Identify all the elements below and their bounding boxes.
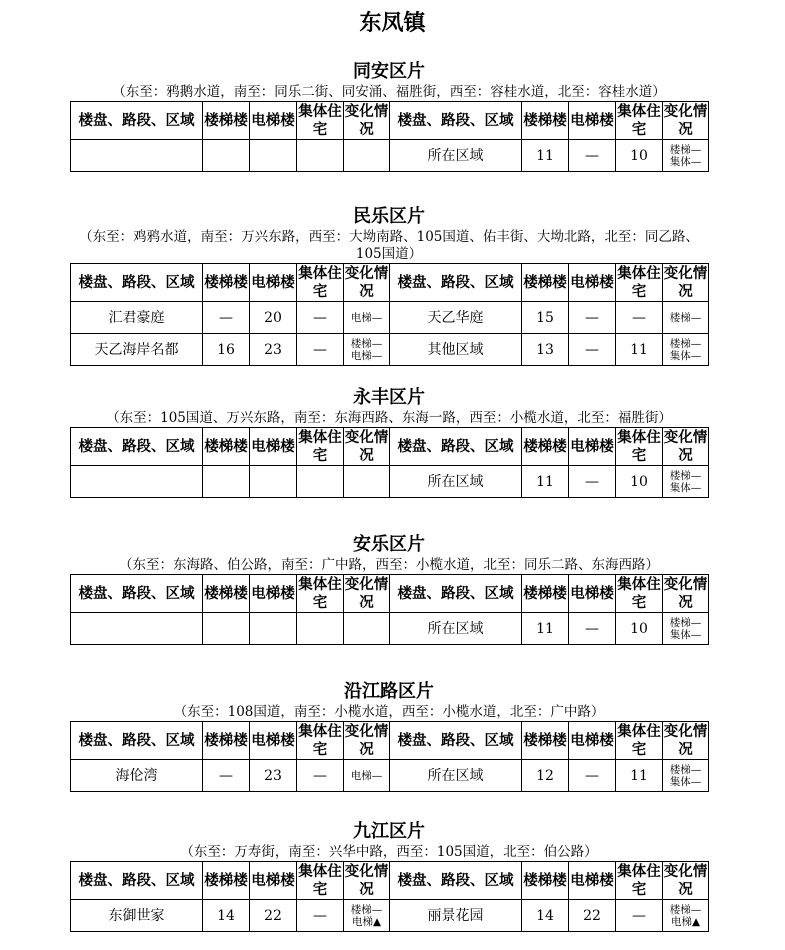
table-row bbox=[71, 900, 709, 932]
table-header-row bbox=[71, 575, 709, 613]
cell-collective-count: 10 bbox=[616, 140, 663, 172]
column-header-stair-count: 楼梯楼 bbox=[203, 722, 250, 760]
table-header-row bbox=[71, 264, 709, 302]
cell-elevator-count: 22 bbox=[250, 900, 297, 932]
column-header-elevator-count: 电梯楼 bbox=[569, 428, 616, 466]
table-row bbox=[71, 760, 709, 792]
column-header-collective-count: 集体住宅 bbox=[617, 103, 661, 138]
cell-stair-count bbox=[203, 466, 250, 498]
district-title: 沿江路区片 bbox=[344, 681, 434, 702]
cell-estate-name: 天乙海岸名都 bbox=[71, 334, 203, 366]
cell-estate-name: 海伦湾 bbox=[71, 760, 203, 792]
column-header-elevator-count: 电梯楼 bbox=[250, 428, 297, 466]
column-header-estate-name: 楼盘、路段、区域 bbox=[390, 264, 522, 302]
cell-collective-count: — bbox=[297, 302, 344, 334]
price-table bbox=[70, 574, 709, 645]
column-header-elevator-count: 电梯楼 bbox=[569, 862, 616, 900]
cell-elevator-count: 23 bbox=[250, 334, 297, 366]
cell-collective-count bbox=[297, 140, 344, 172]
table-header-row bbox=[71, 102, 709, 140]
district-boundaries: （东至：鸡鸦水道，南至：万兴东路，西至：大坳南路、105国道、佑丰街、大坳北路，北至：同乙路、105国道） bbox=[79, 229, 699, 262]
cell-estate-name: 汇君豪庭 bbox=[71, 302, 203, 334]
cell-estate-name: 所在区域 bbox=[390, 760, 522, 792]
cell-stair-count: 16 bbox=[203, 334, 250, 366]
cell-estate-name: 所在区域 bbox=[390, 140, 522, 172]
column-header-elevator-count: 电梯楼 bbox=[569, 264, 616, 302]
district-title: 安乐区片 bbox=[353, 534, 425, 555]
cell-estate-name: 所在区域 bbox=[390, 613, 522, 645]
cell-change-status: 楼梯— 集体— bbox=[663, 466, 709, 498]
column-header-change-status: 变化情况 bbox=[344, 429, 389, 464]
cell-collective-count: 11 bbox=[616, 334, 663, 366]
cell-change-status bbox=[344, 140, 390, 172]
cell-collective-count: — bbox=[297, 760, 344, 792]
cell-change-status: 楼梯— 电梯▲ bbox=[344, 900, 390, 932]
cell-elevator-count bbox=[250, 466, 297, 498]
cell-change-status bbox=[344, 466, 390, 498]
price-table bbox=[70, 861, 709, 932]
cell-stair-count: 11 bbox=[522, 466, 569, 498]
cell-collective-count bbox=[297, 613, 344, 645]
district-section bbox=[70, 205, 708, 366]
cell-change-status: 电梯— bbox=[344, 302, 390, 334]
page-title: 东凤镇 bbox=[359, 11, 426, 36]
cell-change-status: 楼梯— bbox=[663, 302, 709, 334]
cell-stair-count: — bbox=[203, 302, 250, 334]
column-header-estate-name: 楼盘、路段、区域 bbox=[390, 575, 522, 613]
column-header-elevator-count: 电梯楼 bbox=[569, 575, 616, 613]
column-header-estate-name: 楼盘、路段、区域 bbox=[390, 428, 522, 466]
table-row bbox=[71, 466, 709, 498]
cell-elevator-count bbox=[250, 140, 297, 172]
cell-collective-count bbox=[297, 466, 344, 498]
column-header-stair-count: 楼梯楼 bbox=[522, 264, 569, 302]
table-header-row bbox=[71, 862, 709, 900]
district-title: 九江区片 bbox=[353, 821, 425, 842]
cell-change-status: 楼梯— 集体— bbox=[663, 140, 709, 172]
cell-estate-name: 丽景花园 bbox=[390, 900, 522, 932]
column-header-stair-count: 楼梯楼 bbox=[203, 428, 250, 466]
cell-elevator-count: 20 bbox=[250, 302, 297, 334]
district-boundaries: （东至：东海路、伯公路，南至：广中路，西至：小榄水道，北至：同乐二路、东海西路） bbox=[119, 557, 659, 573]
district-title: 永丰区片 bbox=[353, 387, 425, 408]
table-header-row bbox=[71, 428, 709, 466]
cell-change-status bbox=[344, 613, 390, 645]
district-boundaries: （东至：105国道、万兴东路，南至：东海西路、东海一路，西至：小榄水道，北至：福胜街） bbox=[106, 410, 672, 426]
column-header-estate-name: 楼盘、路段、区域 bbox=[71, 575, 203, 613]
cell-elevator-count: — bbox=[569, 613, 616, 645]
cell-elevator-count: — bbox=[569, 302, 616, 334]
column-header-collective-count: 集体住宅 bbox=[298, 103, 342, 138]
column-header-elevator-count: 电梯楼 bbox=[569, 722, 616, 760]
district-boundaries: （东至：万寿街，南至：兴华中路，西至：105国道，北至：伯公路） bbox=[180, 844, 598, 860]
cell-change-status: 楼梯— 电梯— bbox=[344, 334, 390, 366]
column-header-change-status: 变化情况 bbox=[663, 103, 708, 138]
column-header-change-status: 变化情况 bbox=[344, 103, 389, 138]
table-row bbox=[71, 140, 709, 172]
cell-estate-name: 其他区域 bbox=[390, 334, 522, 366]
column-header-collective-count: 集体住宅 bbox=[617, 723, 661, 758]
column-header-change-status: 变化情况 bbox=[663, 723, 708, 758]
column-header-estate-name: 楼盘、路段、区域 bbox=[71, 264, 203, 302]
column-header-elevator-count: 电梯楼 bbox=[250, 102, 297, 140]
cell-collective-count: 10 bbox=[616, 613, 663, 645]
column-header-collective-count: 集体住宅 bbox=[298, 863, 342, 898]
district-boundaries: （东至：鸦鹅水道，南至：同乐二街、同安涌、福胜街，西至：容桂水道，北至：容桂水道） bbox=[112, 84, 666, 100]
district-boundaries: （东至：108国道，南至：小榄水道，西至：小榄水道，北至：广中路） bbox=[173, 704, 605, 720]
cell-estate-name bbox=[71, 466, 203, 498]
price-table bbox=[70, 101, 709, 172]
cell-elevator-count: — bbox=[569, 760, 616, 792]
column-header-elevator-count: 电梯楼 bbox=[250, 722, 297, 760]
cell-estate-name: 天乙华庭 bbox=[390, 302, 522, 334]
cell-stair-count: 11 bbox=[522, 140, 569, 172]
column-header-change-status: 变化情况 bbox=[663, 429, 708, 464]
column-header-estate-name: 楼盘、路段、区域 bbox=[71, 428, 203, 466]
cell-stair-count: 11 bbox=[522, 613, 569, 645]
cell-estate-name: 东御世家 bbox=[71, 900, 203, 932]
district-section bbox=[70, 386, 708, 498]
column-header-change-status: 变化情况 bbox=[344, 265, 389, 300]
column-header-change-status: 变化情况 bbox=[663, 576, 708, 611]
cell-change-status: 楼梯— 电梯▲ bbox=[663, 900, 709, 932]
column-header-stair-count: 楼梯楼 bbox=[522, 102, 569, 140]
cell-change-status: 电梯— bbox=[344, 760, 390, 792]
district-title: 同安区片 bbox=[353, 61, 425, 82]
cell-collective-count: 10 bbox=[616, 466, 663, 498]
column-header-estate-name: 楼盘、路段、区域 bbox=[71, 862, 203, 900]
column-header-stair-count: 楼梯楼 bbox=[522, 722, 569, 760]
district-section bbox=[70, 533, 708, 645]
cell-elevator-count bbox=[250, 613, 297, 645]
cell-stair-count: 14 bbox=[522, 900, 569, 932]
price-table bbox=[70, 721, 709, 792]
cell-estate-name bbox=[71, 140, 203, 172]
column-header-estate-name: 楼盘、路段、区域 bbox=[390, 102, 522, 140]
cell-stair-count bbox=[203, 140, 250, 172]
column-header-change-status: 变化情况 bbox=[344, 723, 389, 758]
column-header-elevator-count: 电梯楼 bbox=[569, 102, 616, 140]
cell-change-status: 楼梯— 集体— bbox=[663, 334, 709, 366]
table-header-row bbox=[71, 722, 709, 760]
column-header-stair-count: 楼梯楼 bbox=[203, 862, 250, 900]
column-header-collective-count: 集体住宅 bbox=[298, 723, 342, 758]
district-section bbox=[70, 820, 708, 932]
cell-collective-count: — bbox=[616, 900, 663, 932]
district-section bbox=[70, 60, 708, 172]
cell-stair-count: 13 bbox=[522, 334, 569, 366]
cell-stair-count: 15 bbox=[522, 302, 569, 334]
cell-change-status: 楼梯— 集体— bbox=[663, 760, 709, 792]
column-header-stair-count: 楼梯楼 bbox=[203, 264, 250, 302]
column-header-collective-count: 集体住宅 bbox=[617, 265, 661, 300]
cell-estate-name: 所在区域 bbox=[390, 466, 522, 498]
column-header-collective-count: 集体住宅 bbox=[617, 429, 661, 464]
column-header-stair-count: 楼梯楼 bbox=[203, 575, 250, 613]
column-header-stair-count: 楼梯楼 bbox=[522, 862, 569, 900]
column-header-elevator-count: 电梯楼 bbox=[250, 862, 297, 900]
cell-stair-count bbox=[203, 613, 250, 645]
cell-stair-count: — bbox=[203, 760, 250, 792]
cell-elevator-count: — bbox=[569, 334, 616, 366]
cell-collective-count: — bbox=[297, 334, 344, 366]
column-header-stair-count: 楼梯楼 bbox=[522, 575, 569, 613]
price-table bbox=[70, 427, 709, 498]
column-header-collective-count: 集体住宅 bbox=[298, 576, 342, 611]
price-table bbox=[70, 263, 709, 366]
column-header-estate-name: 楼盘、路段、区域 bbox=[71, 102, 203, 140]
cell-stair-count: 12 bbox=[522, 760, 569, 792]
cell-collective-count: — bbox=[297, 900, 344, 932]
column-header-collective-count: 集体住宅 bbox=[617, 576, 661, 611]
column-header-collective-count: 集体住宅 bbox=[298, 265, 342, 300]
district-title: 民乐区片 bbox=[353, 206, 425, 227]
column-header-estate-name: 楼盘、路段、区域 bbox=[71, 722, 203, 760]
column-header-collective-count: 集体住宅 bbox=[298, 429, 342, 464]
cell-elevator-count: — bbox=[569, 466, 616, 498]
cell-collective-count: 11 bbox=[616, 760, 663, 792]
column-header-change-status: 变化情况 bbox=[344, 576, 389, 611]
cell-elevator-count: 23 bbox=[250, 760, 297, 792]
column-header-elevator-count: 电梯楼 bbox=[250, 575, 297, 613]
table-row bbox=[71, 334, 709, 366]
column-header-stair-count: 楼梯楼 bbox=[203, 102, 250, 140]
cell-collective-count: — bbox=[616, 302, 663, 334]
table-row bbox=[71, 613, 709, 645]
column-header-change-status: 变化情况 bbox=[344, 863, 389, 898]
table-row bbox=[71, 302, 709, 334]
cell-stair-count: 14 bbox=[203, 900, 250, 932]
column-header-change-status: 变化情况 bbox=[663, 863, 708, 898]
cell-elevator-count: 22 bbox=[569, 900, 616, 932]
column-header-change-status: 变化情况 bbox=[663, 265, 708, 300]
column-header-estate-name: 楼盘、路段、区域 bbox=[390, 862, 522, 900]
column-header-elevator-count: 电梯楼 bbox=[250, 264, 297, 302]
cell-change-status: 楼梯— 集体— bbox=[663, 613, 709, 645]
district-section bbox=[70, 680, 708, 792]
cell-elevator-count: — bbox=[569, 140, 616, 172]
column-header-stair-count: 楼梯楼 bbox=[522, 428, 569, 466]
cell-estate-name bbox=[71, 613, 203, 645]
column-header-collective-count: 集体住宅 bbox=[617, 863, 661, 898]
column-header-estate-name: 楼盘、路段、区域 bbox=[390, 722, 522, 760]
